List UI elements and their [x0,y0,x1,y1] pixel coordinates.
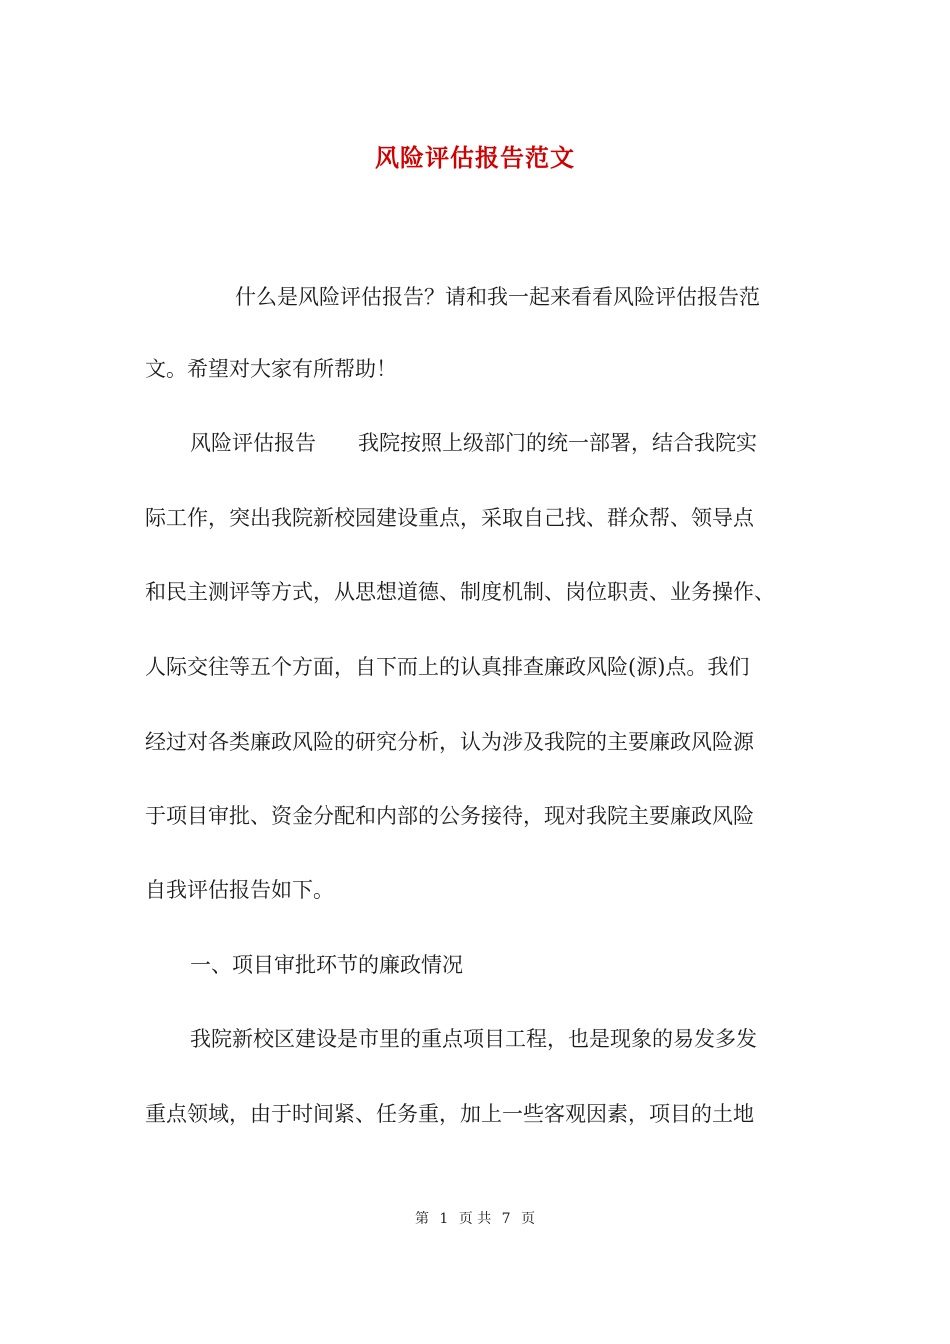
document-title: 风险评估报告范文 [375,143,575,172]
paragraph-line-6: 人际交往等五个方面，自下而上的认真排查廉政风险(源)点。我们 [145,655,750,679]
page-footer [0,1208,950,1228]
paragraph-line-3: 风险评估报告 我院按照上级部门的统一部署，结合我院实 [190,431,757,455]
paragraph-line-12: 重点领域，由于时间紧、任务重，加上一些客观因素，项目的土地 [145,1102,754,1126]
paragraph-line-11: 我院新校区建设是市里的重点项目工程，也是现象的易发多发 [190,1027,757,1051]
paragraph-line-8: 于项目审批、资金分配和内部的公务接待，现对我院主要廉政风险 [145,804,754,828]
paragraph-line-1: 什么是风险评估报告？请和我一起来看看风险评估报告范 [235,285,760,309]
section-heading: 一、项目审批环节的廉政情况 [190,953,463,977]
footer-page-number: 1 [439,1211,449,1227]
paragraph-line-9: 自我评估报告如下。 [145,878,334,902]
footer-total-pages: 7 [501,1211,511,1227]
paragraph-line-4: 际工作，突出我院新校园建设重点，采取自己找、群众帮、领导点 [145,506,754,530]
paragraph-line-7: 经过对各类廉政风险的研究分析，认为涉及我院的主要廉政风险源 [145,730,754,754]
paragraph-line-2: 文。希望对大家有所帮助！ [145,357,397,381]
footer-mid: 页 共 [458,1211,492,1227]
footer-prefix: 第 [414,1211,429,1227]
footer-suffix: 页 [521,1211,536,1227]
paragraph-line-5: 和民主测评等方式，从思想道德、制度机制、岗位职责、业务操作、 [145,580,775,604]
